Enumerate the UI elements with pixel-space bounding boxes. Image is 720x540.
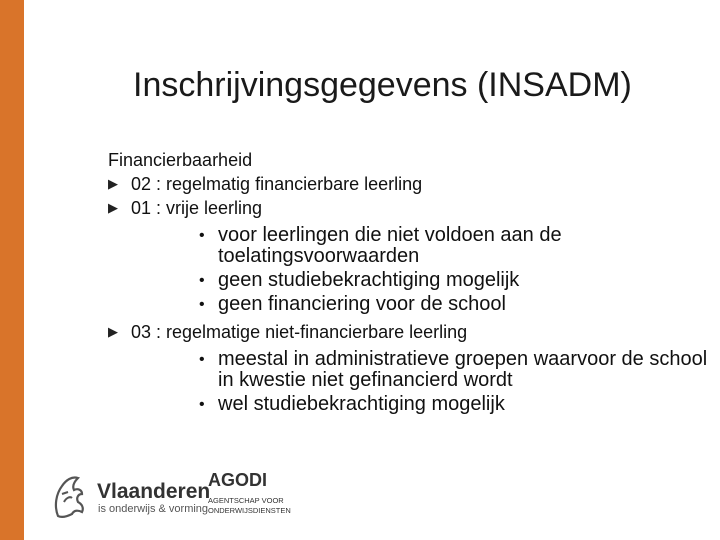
accent-side-bar — [0, 0, 24, 540]
flemish-lion-icon — [50, 472, 90, 520]
sub-list-item-text: geen financiering voor de school — [218, 293, 506, 315]
triangle-right-icon: ▶ — [108, 324, 118, 339]
slide-title: Inschrijvingsgegevens (INSADM) — [133, 66, 632, 104]
sub-list-item — [199, 394, 708, 415]
slide-content — [108, 148, 708, 415]
sub-list-item — [199, 270, 708, 291]
sub-list-item — [199, 349, 708, 391]
triangle-right-icon: ▶ — [108, 176, 118, 191]
section-heading: Financierbaarheid — [108, 150, 253, 170]
sub-list-item-text: wel studiebekrachtiging mogelijk — [218, 393, 505, 415]
sub-list-item-text: voor leerlingen die niet voldoen aan de toelatingsvoorwaarden — [218, 224, 562, 267]
dot-icon: • — [199, 296, 205, 313]
list-item — [108, 320, 708, 344]
sub-list-item-text: meestal in administratieve groepen waarvoor de school in kwestie niet gefinancierd wordt — [218, 348, 708, 391]
list-item — [108, 196, 708, 220]
agodi-name: AGODI — [208, 470, 268, 490]
footer-logos — [50, 468, 300, 528]
sub-list-item — [199, 225, 708, 267]
list-item-label: 02 : regelmatig financierbare leerling — [131, 174, 423, 194]
vlaanderen-tagline: is onderwijs & vorming — [98, 503, 209, 515]
list-item-label: 03 : regelmatige niet-financierbare leerling — [131, 322, 468, 342]
list-item — [108, 172, 708, 196]
triangle-right-icon: ▶ — [108, 200, 118, 215]
agodi-subtitle: AGENTSCHAP VOOR ONDERWIJSDIENSTEN — [208, 496, 291, 515]
vlaanderen-name: Vlaanderen — [97, 480, 211, 503]
dot-icon: • — [199, 227, 205, 244]
dot-icon: • — [199, 272, 205, 289]
list-item-label: 01 : vrije leerling — [131, 198, 263, 218]
dot-icon: • — [199, 396, 205, 413]
sub-list-item-text: geen studiebekrachtiging mogelijk — [218, 269, 520, 291]
dot-icon: • — [199, 351, 205, 368]
sub-list-item — [199, 294, 708, 315]
